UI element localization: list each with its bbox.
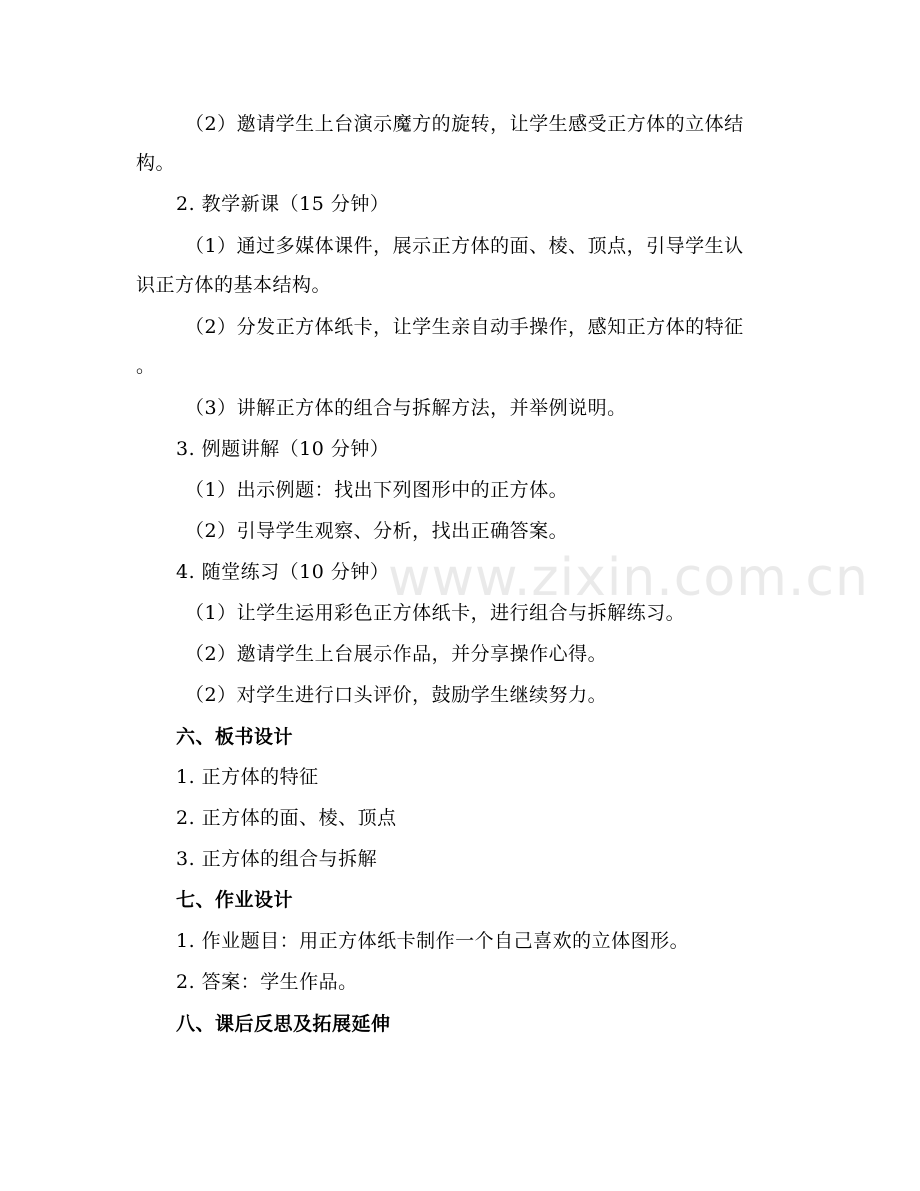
paragraph-line: 构。 bbox=[136, 152, 176, 174]
list-item: 2. 答案：学生作品。 bbox=[176, 971, 358, 993]
paragraph-line: （2）邀请学生上台演示魔方的旋转，让学生感受正方体的立体结 bbox=[185, 113, 744, 135]
paragraph-line: （2）对学生进行口头评价，鼓励学生继续努力。 bbox=[185, 684, 608, 706]
watermark: www.zixin.com.cn bbox=[388, 548, 869, 608]
paragraph-line: （2）分发正方体纸卡，让学生亲自动手操作，感知正方体的特征 bbox=[185, 316, 744, 338]
paragraph-line: （1）出示例题：找出下列图形中的正方体。 bbox=[185, 479, 569, 501]
section-item: 2. 教学新课（15 分钟） bbox=[176, 193, 390, 215]
paragraph-line: （2）引导学生观察、分析，找出正确答案。 bbox=[185, 520, 569, 542]
list-item: 2. 正方体的面、棱、顶点 bbox=[176, 807, 397, 829]
section-heading: 六、板书设计 bbox=[176, 726, 294, 748]
paragraph-line: （1）让学生运用彩色正方体纸卡，进行组合与拆解练习。 bbox=[185, 602, 686, 624]
list-item: 1. 正方体的特征 bbox=[176, 766, 319, 788]
list-item: 3. 正方体的组合与拆解 bbox=[176, 848, 378, 870]
section-item: 3. 例题讲解（10 分钟） bbox=[176, 438, 390, 460]
paragraph-line: （2）邀请学生上台展示作品，并分享操作心得。 bbox=[185, 643, 608, 665]
section-item: 4. 随堂练习（10 分钟） bbox=[176, 561, 390, 583]
section-heading: 七、作业设计 bbox=[176, 889, 294, 911]
paragraph-line: 识正方体的基本结构。 bbox=[136, 274, 332, 296]
section-heading: 八、课后反思及拓展延伸 bbox=[176, 1013, 391, 1035]
paragraph-line: （3）讲解正方体的组合与拆解方法，并举例说明。 bbox=[185, 397, 627, 419]
paragraph-line: 。 bbox=[136, 355, 156, 377]
paragraph-line: （1）通过多媒体课件，展示正方体的面、棱、顶点，引导学生认 bbox=[185, 235, 744, 257]
list-item: 1. 作业题目：用正方体纸卡制作一个自己喜欢的立体图形。 bbox=[176, 930, 690, 952]
